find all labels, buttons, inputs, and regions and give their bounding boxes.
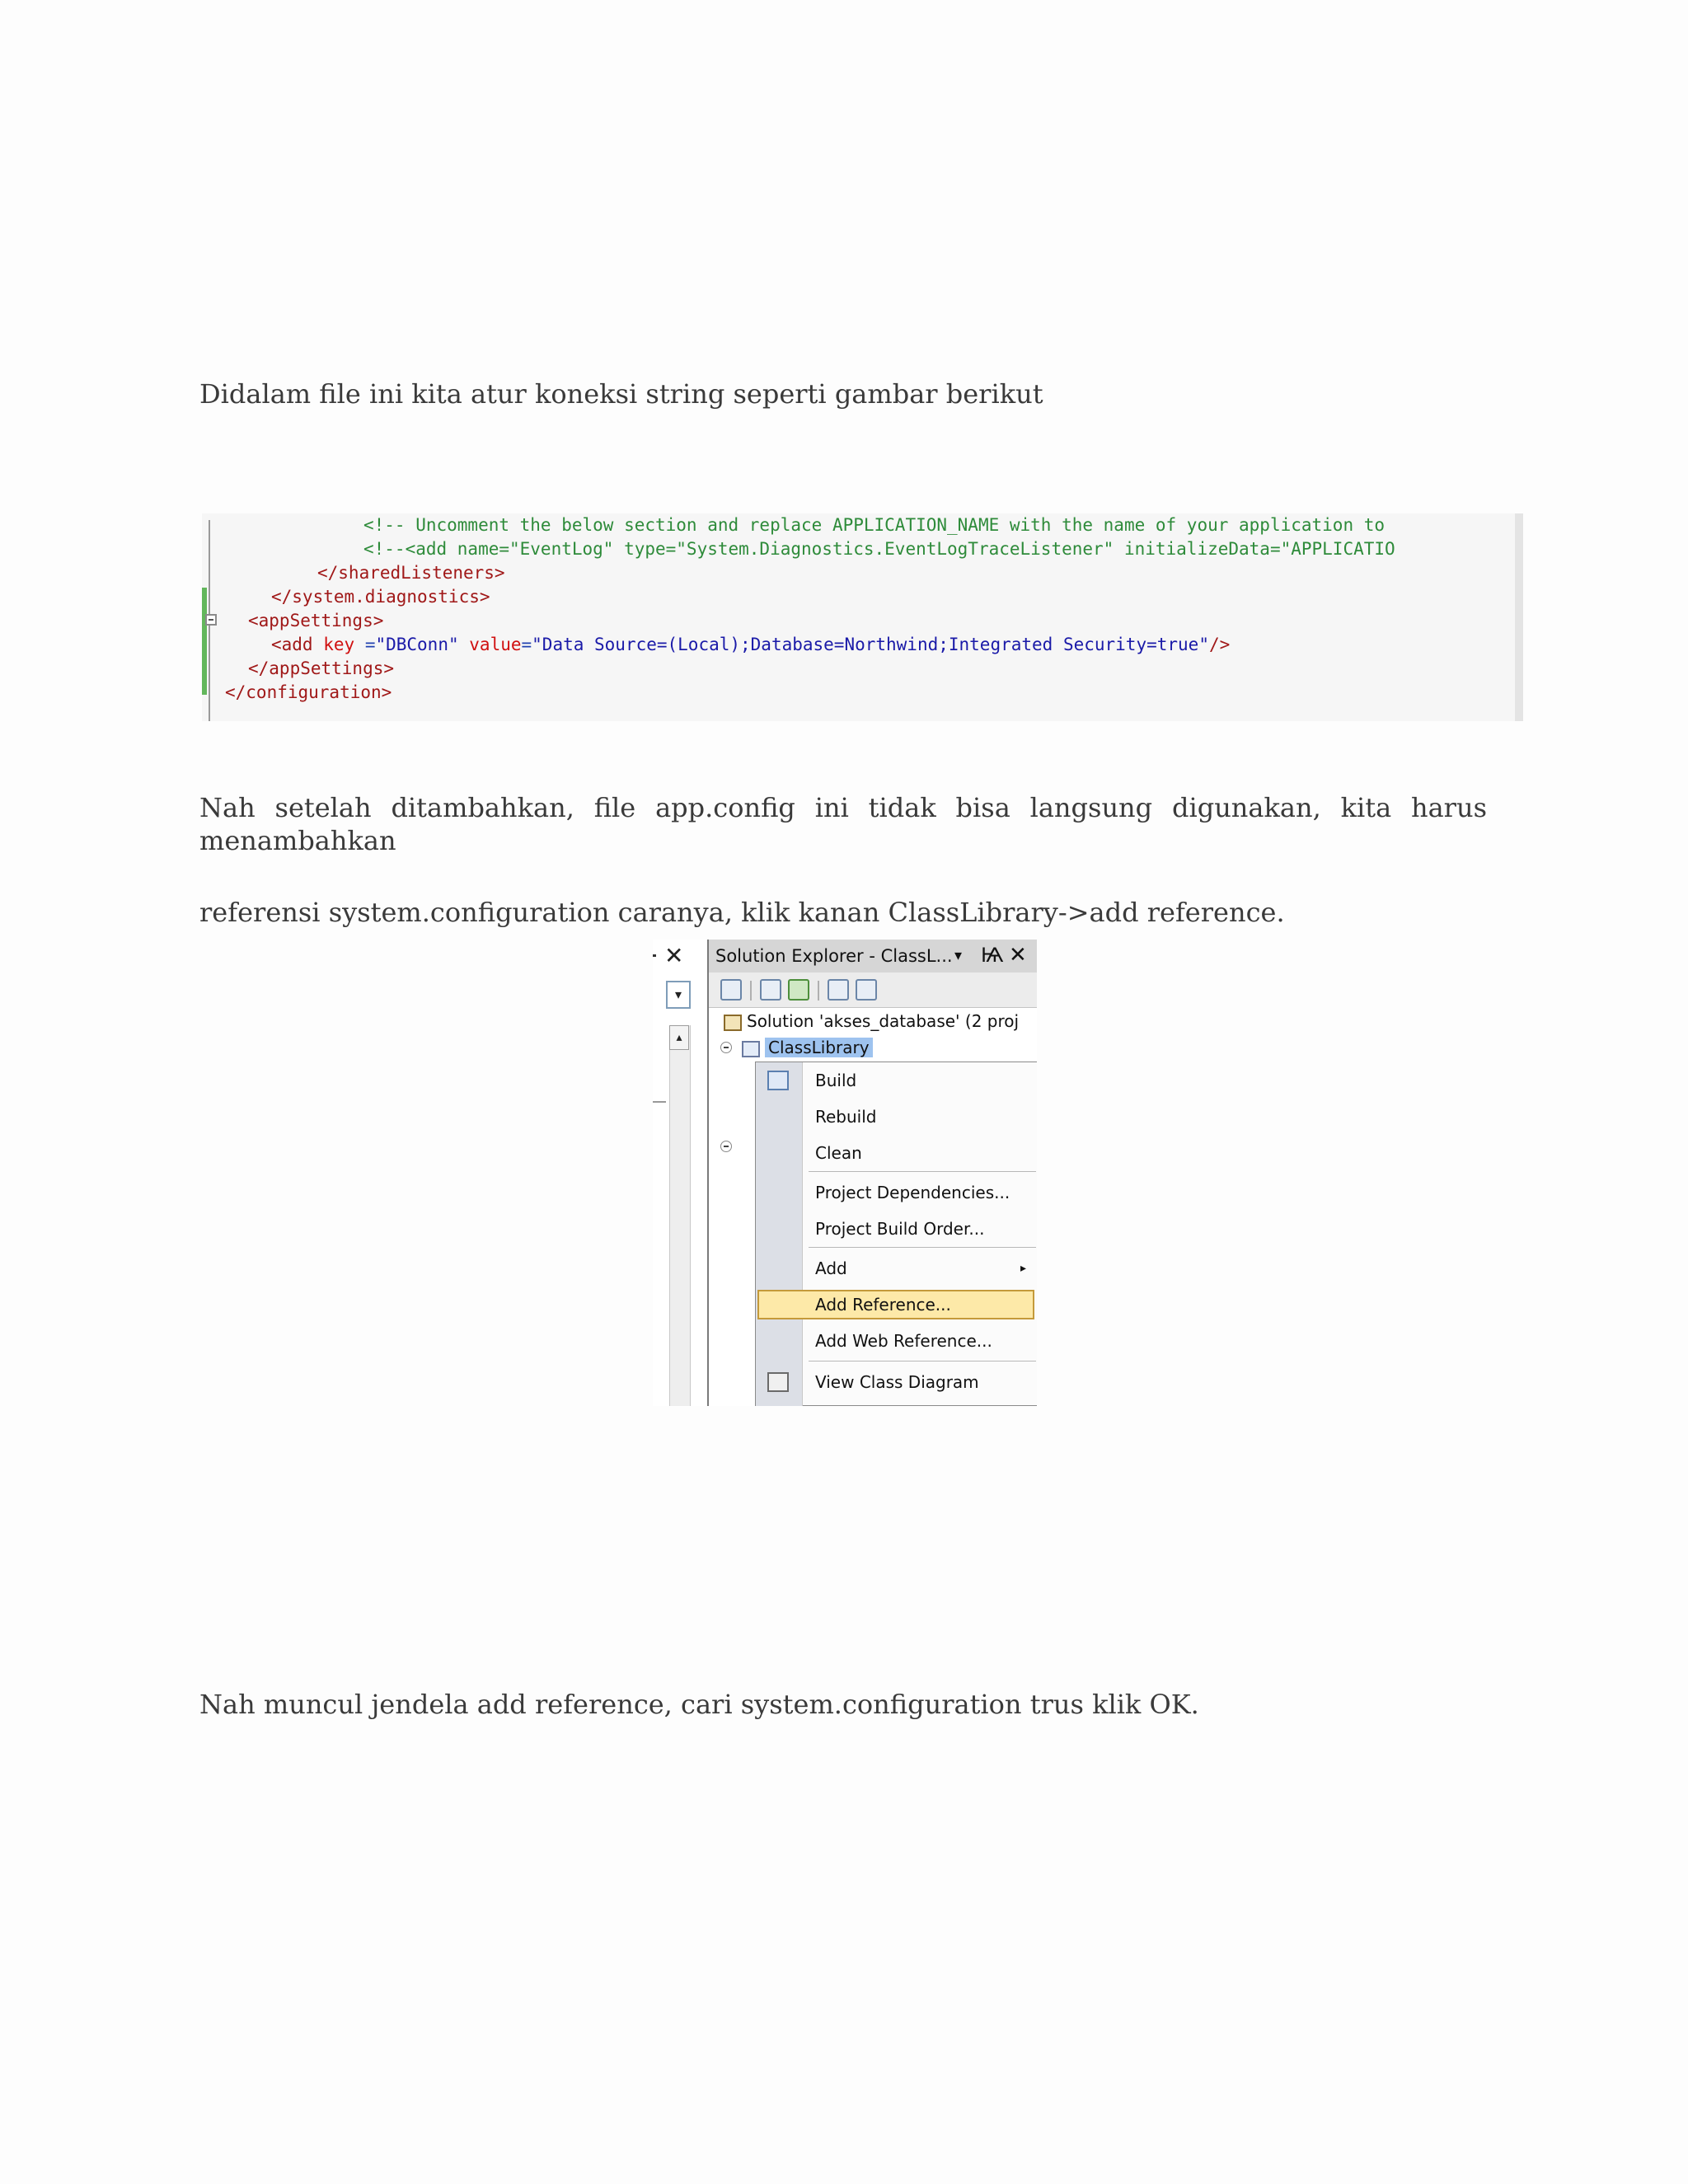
project-icon — [742, 1041, 760, 1057]
submenu-arrow-icon: ▸ — [1020, 1262, 1026, 1275]
view-code-icon[interactable] — [828, 979, 849, 1001]
panel-titlebar — [709, 940, 1037, 973]
context-menu — [755, 1062, 1037, 1406]
project-node[interactable] — [742, 1035, 873, 1060]
close-icon[interactable]: ✕ — [1009, 943, 1027, 968]
build-icon — [767, 1071, 789, 1090]
menu-item-label: Add Reference... — [815, 1295, 951, 1315]
collapse-icon[interactable] — [205, 614, 217, 626]
pin-icon[interactable]: Ѩ — [981, 944, 1004, 967]
menu-item-rebuild[interactable] — [756, 1102, 1037, 1132]
toolbar-separator — [750, 981, 752, 1001]
show-all-files-icon[interactable] — [760, 979, 781, 1001]
collapse-icon[interactable] — [720, 1141, 732, 1152]
code-token: key — [323, 635, 355, 654]
collapse-icon[interactable] — [720, 1042, 732, 1053]
close-icon[interactable]: ✕ — [664, 942, 684, 969]
menu-item-label: Build — [815, 1071, 857, 1090]
code-line-7: </appSettings> — [248, 658, 395, 678]
menu-item-add[interactable] — [756, 1254, 1037, 1283]
dropdown-icon[interactable]: ▾ — [954, 947, 963, 964]
code-line-3: </sharedListeners> — [317, 563, 505, 583]
paragraph-add-reference-window: Nah muncul jendela add reference, cari system.configuration trus klik OK. — [199, 1689, 1199, 1720]
change-indicator-bar — [202, 588, 207, 695]
vertical-scrollbar[interactable] — [669, 1025, 691, 1406]
menu-item-label: Add Web Reference... — [815, 1331, 992, 1351]
menu-item-project-dependencies[interactable] — [756, 1178, 1037, 1207]
code-token: "DBConn" — [375, 635, 459, 654]
solution-explorer-screenshot — [653, 940, 1037, 1406]
code-line-4: </system.diagnostics> — [271, 587, 490, 607]
code-line-1: <!-- Uncomment the below section and replace APPLICATION_NAME with the name of your application to — [363, 515, 1386, 535]
solution-node[interactable] — [724, 1009, 1019, 1033]
menu-item-add-web-reference[interactable] — [756, 1326, 1037, 1356]
menu-item-label: Clean — [815, 1143, 862, 1163]
code-token: = — [521, 635, 532, 654]
menu-item-label: Rebuild — [815, 1107, 877, 1127]
menu-item-view-class-diagram[interactable] — [756, 1367, 1037, 1397]
divider — [653, 1101, 666, 1103]
code-token: = — [354, 635, 376, 654]
left-pane-dot — [653, 954, 656, 957]
menu-item-project-build-order[interactable] — [756, 1214, 1037, 1244]
menu-item-clean[interactable] — [756, 1138, 1037, 1168]
panel-toolbar — [709, 972, 1037, 1008]
solution-icon — [724, 1015, 742, 1031]
solution-label: Solution 'akses_database' (2 proj — [747, 1011, 1020, 1031]
menu-item-label: Add — [815, 1258, 847, 1278]
menu-item-add-reference[interactable] — [757, 1290, 1034, 1319]
paragraph-reference-instructions: referensi system.configuration caranya, klik kanan ClassLibrary->add reference. — [199, 897, 1285, 928]
code-token: "Data Source=(Local);Database=Northwind;Integrated Security=true" — [532, 635, 1209, 654]
code-token: value — [469, 635, 522, 654]
class-diagram-icon — [767, 1372, 789, 1392]
menu-item-label: Project Dependencies... — [815, 1183, 1010, 1202]
toolbar-separator — [818, 981, 819, 1001]
refresh-icon[interactable] — [788, 979, 809, 1001]
scroll-up-button[interactable]: ▴ — [669, 1025, 689, 1050]
menu-item-build[interactable] — [756, 1066, 1037, 1095]
properties-icon[interactable] — [720, 979, 742, 1001]
panel-title: Solution Explorer - ClassL... — [715, 946, 953, 966]
solution-explorer-panel — [707, 940, 1037, 1406]
scrollbar-edge — [1515, 513, 1523, 721]
menu-item-label: Project Build Order... — [815, 1219, 985, 1239]
code-token: /> — [1208, 635, 1231, 654]
menu-separator — [809, 1171, 1036, 1172]
left-pane — [653, 940, 701, 1406]
config-code-screenshot — [202, 513, 1523, 721]
dropdown-icon[interactable]: ▾ — [666, 981, 691, 1009]
code-line-6 — [271, 633, 1230, 657]
menu-separator — [809, 1247, 1036, 1248]
class-diagram-icon[interactable] — [856, 979, 877, 1001]
project-label: ClassLibrary — [765, 1038, 873, 1057]
paragraph-after-add: Nah setelah ditambahkan, file app.config ini tidak bisa langsung digunakan, kita harus menambahkan — [199, 792, 1487, 856]
menu-item-label: View Class Diagram — [815, 1372, 979, 1392]
paragraph-intro: Didalam file ini kita atur koneksi string seperti gambar berikut — [199, 378, 1043, 410]
code-line-2: <!--<add name="EventLog" type="System.Diagnostics.EventLogTraceListener" initializeData="APPLICATIO — [363, 539, 1395, 559]
code-token: <add — [271, 635, 313, 654]
code-line-8: </configuration> — [225, 682, 392, 702]
code-line-5: <appSettings> — [248, 611, 384, 630]
